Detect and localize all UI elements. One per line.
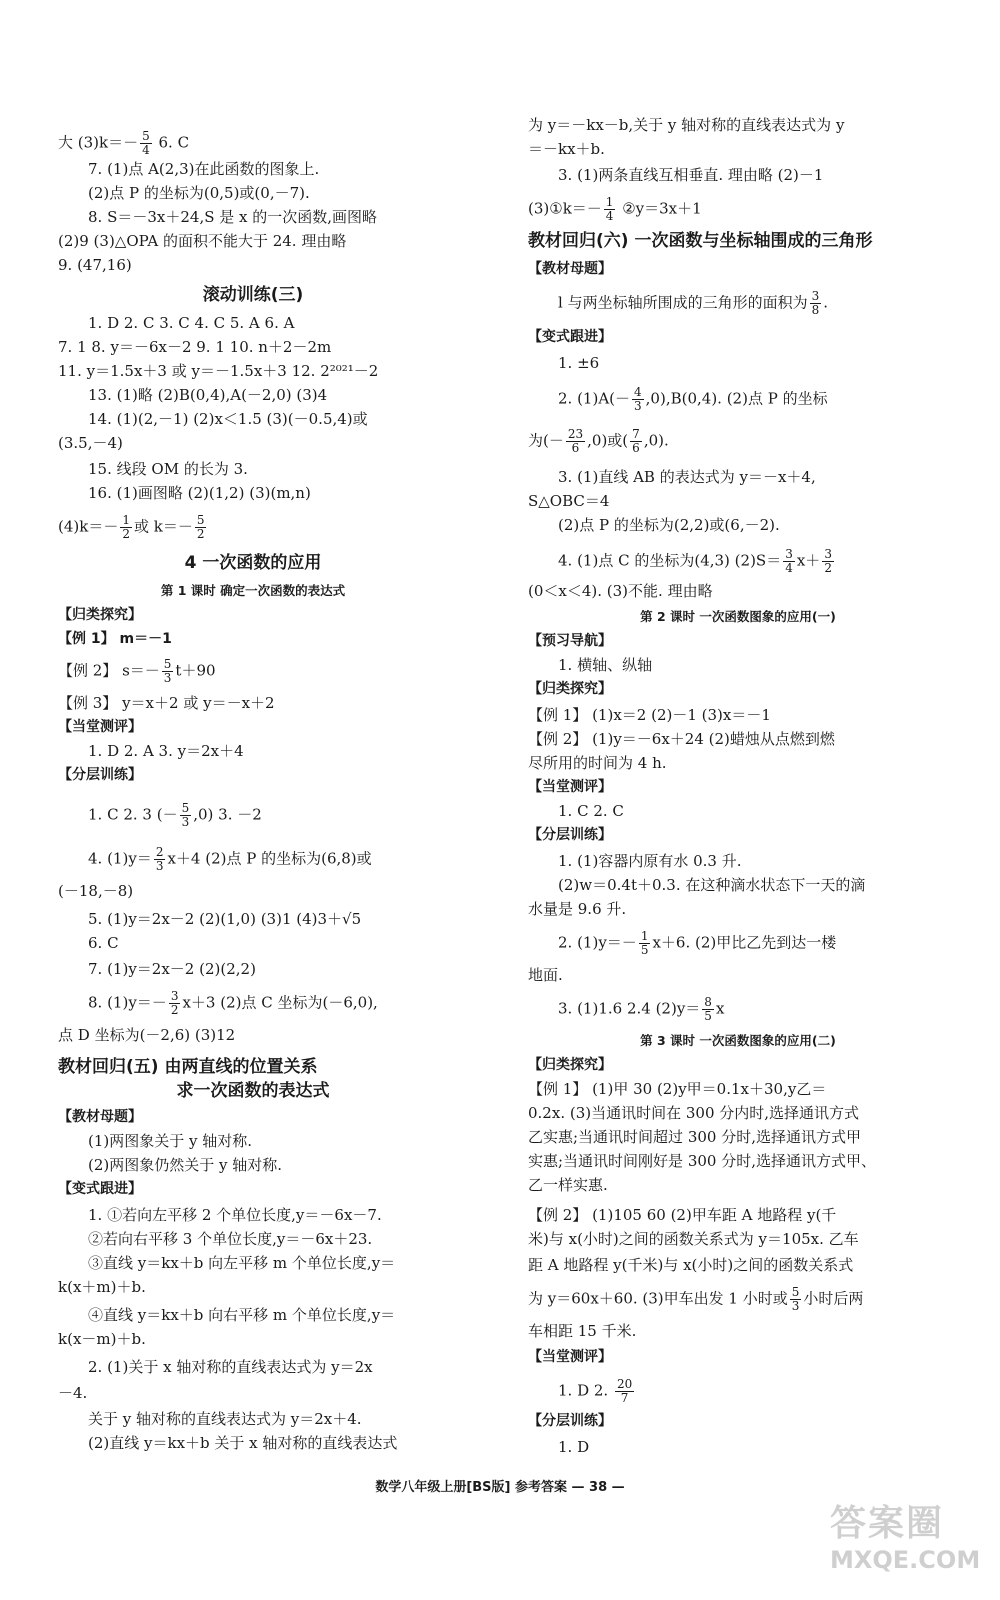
right-answer-line [528, 874, 865, 896]
right-answer-line [528, 824, 612, 846]
left-answer-line [58, 846, 372, 873]
left-answer-line [58, 360, 378, 382]
right-answer-line [528, 898, 626, 920]
line-text: 求一次函数的表达式 [176, 1081, 330, 1101]
fraction-denominator: 3 [791, 1299, 800, 1313]
right-answer-line [528, 490, 609, 512]
right-answer-line [528, 386, 828, 413]
line-text: x＋3 (2)点 C 坐标为(－6,0), [182, 993, 378, 1012]
fraction-numerator: 3 [785, 547, 793, 561]
line-text: 或 k＝－ [133, 517, 193, 536]
fraction [154, 846, 166, 873]
fraction [822, 548, 834, 575]
line-text: 14. (1)(2,－1) (2)x＜1.5 (3)(－0.5,4)或 [88, 410, 368, 428]
line-text: 乙一样实惠. [528, 1176, 608, 1194]
line-text: 1. 横轴、纵轴 [558, 656, 653, 674]
line-text: ＝－kx＋b. [528, 140, 605, 158]
right-answer-line [528, 996, 724, 1023]
right-answer-line [528, 290, 828, 317]
fraction-denominator: 5 [704, 1009, 712, 1023]
left-answer-line [58, 1252, 395, 1274]
left-answer-line [58, 1408, 362, 1430]
right-answer-line [528, 580, 713, 602]
right-answer-line [528, 1054, 612, 1076]
line-text: 7. (1)点 A(2,3)在此函数的图象上. [88, 160, 320, 178]
line-text: 小时后两 [803, 1289, 864, 1308]
fraction-numerator: 23 [567, 427, 584, 441]
fraction [783, 548, 795, 575]
left-answer-line [58, 1106, 142, 1128]
fraction-numerator: 1 [605, 195, 614, 209]
fraction-denominator: 3 [163, 671, 172, 685]
right-answer-line [528, 606, 948, 628]
fraction-denominator: 3 [181, 815, 190, 829]
right-answer-line [528, 800, 624, 822]
line-text: (4)k＝－ [58, 517, 119, 536]
fraction-numerator: 5 [163, 657, 172, 671]
right-answer-line [528, 752, 667, 774]
right-answer-line [528, 114, 844, 136]
line-text: 【例 3】 y＝x＋2 或 y＝－x＋2 [58, 694, 275, 712]
left-answer-line [58, 716, 142, 738]
line-text: 点 D 坐标为(－2,6) (3)12 [58, 1026, 236, 1044]
line-text: x＋ [796, 551, 821, 570]
line-text: 7. 1 8. y＝－6x－2 9. 1 10. n＋2－2m [58, 338, 332, 356]
line-text: ②y＝3x＋1 [617, 199, 702, 218]
fraction-numerator: 20 [616, 1377, 633, 1391]
line-text: 1. C 2. 3 (－ [88, 805, 178, 824]
line-text: 4. (1)y＝ [88, 849, 152, 868]
line-text: 【变式跟进】 [58, 1181, 142, 1197]
fraction-numerator: 5 [196, 513, 205, 527]
left-answer-line [58, 336, 331, 358]
fraction [632, 386, 644, 413]
line-text: (2)直线 y＝kx＋b 关于 x 轴对称的直线表达式 [88, 1434, 398, 1452]
line-text: (3)①k＝－ [528, 199, 602, 218]
fraction-numerator: 2 [155, 845, 164, 859]
line-text: k(x－m)＋b. [58, 1330, 146, 1348]
left-answer-line [58, 230, 346, 252]
line-text: t＋90 [175, 661, 216, 680]
left-answer-line [58, 158, 319, 180]
line-text: ,0)或( [587, 431, 629, 450]
fraction-numerator: 3 [811, 289, 820, 303]
line-text: 1. ±6 [558, 354, 600, 372]
right-answer-line [528, 1378, 636, 1405]
right-answer-line [528, 1078, 826, 1100]
fraction-numerator: 5 [142, 129, 150, 143]
line-text: 车相距 15 千米. [528, 1322, 637, 1340]
line-text: 7. (1)y＝2x－2 (2)(2,2) [88, 960, 256, 978]
fraction [162, 658, 174, 685]
right-answer-line [528, 1320, 636, 1342]
line-text: 【当堂测评】 [528, 1349, 612, 1365]
line-text: 5. (1)y＝2x－2 (2)(1,0) (3)1 (4)3＋√5 [88, 910, 362, 928]
line-text: 大 (3)k＝－ [58, 133, 139, 152]
line-text: 【归类探究】 [58, 607, 142, 623]
left-answer-line [58, 182, 310, 204]
left-answer-line [58, 1080, 448, 1102]
left-answer-line [58, 284, 448, 306]
right-answer-line [528, 258, 612, 280]
right-answer-line [528, 1204, 836, 1226]
fraction [630, 428, 642, 455]
line-text: k(x＋m)＋b. [58, 1278, 146, 1296]
left-answer-line [58, 1228, 372, 1250]
line-text: 2. (1)关于 x 轴对称的直线表达式为 y＝2x [88, 1358, 373, 1376]
right-answer-line [528, 230, 872, 252]
left-answer-line [58, 1024, 235, 1046]
line-text: 4. (1)点 C 的坐标为(4,3) (2)S＝ [558, 551, 782, 570]
fraction-denominator: 2 [122, 527, 130, 541]
fraction-denominator: 2 [170, 1003, 179, 1017]
left-answer-line [58, 908, 361, 930]
fraction-denominator: 4 [605, 209, 614, 223]
left-answer-line [58, 880, 133, 902]
left-answer-line [58, 658, 216, 685]
line-text: 【例 2】 (1)105 60 (2)甲车距 A 地路程 y(千 [528, 1206, 837, 1224]
line-text: 1. ①若向左平移 2 个单位长度,y＝－6x－7. [88, 1206, 382, 1224]
line-text: 1. D [558, 1438, 590, 1456]
line-text: 【例 1】 (1)甲 30 (2)y甲＝0.1x＋30,y乙＝ [528, 1080, 827, 1098]
fraction [195, 514, 207, 541]
line-text: 关于 y 轴对称的直线表达式为 y＝2x＋4. [88, 1410, 362, 1428]
right-answer-line [528, 1286, 863, 1313]
line-text: 尽所用的时间为 4 h. [528, 754, 667, 772]
right-answer-line [528, 964, 563, 986]
fraction [140, 130, 152, 157]
line-text: (2)两图象仍然关于 y 轴对称. [88, 1156, 283, 1174]
line-text: 8. S＝－3x＋24,S 是 x 的一次函数,画图略 [88, 208, 378, 226]
right-answer-line [528, 1102, 859, 1124]
line-text: (2)9 (3)△OPA 的面积不能大于 24. 理由略 [58, 232, 347, 250]
fraction [639, 930, 651, 957]
line-text: (0＜x＜4). (3)不能. 理由略 [528, 582, 713, 600]
left-answer-line [58, 384, 327, 406]
line-text: 教材回归(六) 一次函数与坐标轴围成的三角形 [528, 231, 873, 251]
right-answer-line [528, 1228, 859, 1250]
left-answer-line [58, 312, 294, 334]
line-text: x＋6. (2)甲比乙先到达一楼 [652, 933, 837, 952]
line-text: 1. D 2. A 3. y＝2x＋4 [88, 742, 244, 760]
fraction [810, 290, 822, 317]
left-answer-line [58, 1154, 282, 1176]
line-text: 1. D 2. [558, 1381, 613, 1400]
fraction-denominator: 3 [634, 399, 642, 413]
line-text: 3. (1)两条直线互相垂直. 理由略 (2)－1 [558, 166, 824, 184]
right-answer-line [528, 466, 816, 488]
line-text: 【归类探究】 [528, 681, 612, 697]
watermark-logo [830, 1495, 980, 1585]
left-answer-line [58, 628, 172, 650]
line-text: 为 y＝－kx－b,关于 y 轴对称的直线表达式为 y [528, 116, 845, 134]
right-answer-line [528, 428, 669, 455]
watermark-domain: MXQE.COM [830, 1546, 981, 1574]
line-text: 13. (1)略 (2)B(0,4),A(－2,0) (3)4 [88, 386, 328, 404]
line-text: 16. (1)画图略 (2)(1,2) (3)(m,n) [88, 484, 311, 502]
left-answer-line [58, 408, 368, 430]
page-footer: 数学八年级上册[BS版] 参考答案 — 38 — [375, 1480, 625, 1495]
left-answer-line [58, 1328, 146, 1350]
line-text: 【预习导航】 [528, 633, 612, 649]
line-text: 2. (1)A(－ [558, 389, 631, 408]
line-text: 【当堂测评】 [528, 779, 612, 795]
fraction-denominator: 3 [155, 859, 164, 873]
line-text: 乙实惠;当通讯时间超过 300 分时,选择通讯方式甲 [528, 1128, 861, 1146]
line-text: ,0). [643, 431, 669, 450]
line-text: 为(－ [528, 431, 564, 450]
left-answer-line [58, 206, 377, 228]
line-text: (3.5,－4) [58, 434, 123, 452]
right-answer-line [528, 1410, 612, 1432]
fraction-denominator: 4 [785, 561, 793, 575]
line-text: 滚动训练(三) [202, 285, 304, 305]
line-text: 【例 2】 s＝－ [58, 661, 160, 680]
line-text: ,0) 3. －2 [193, 805, 262, 824]
fraction-numerator: 5 [181, 801, 190, 815]
line-text: 【分层训练】 [58, 767, 142, 783]
line-text: (2)w＝0.4t＋0.3. 在这种滴水状态下一天的滴 [558, 876, 866, 894]
fraction [604, 196, 616, 223]
watermark-text: 答案圈 [830, 1503, 945, 1544]
line-text: 水量是 9.6 升. [528, 900, 627, 918]
fraction-denominator: 6 [571, 441, 580, 455]
line-text: 【例 2】 (1)y＝－6x＋24 (2)蜡烛从点燃到燃 [528, 730, 835, 748]
fraction-denominator: 2 [196, 527, 205, 541]
line-text: 实惠;当通讯时间刚好是 300 分时,选择通讯方式甲、 [528, 1152, 876, 1170]
right-answer-line [528, 196, 702, 223]
right-answer-line [528, 930, 836, 957]
fraction-numerator: 4 [634, 385, 642, 399]
left-answer-line [58, 740, 244, 762]
right-answer-line [528, 776, 612, 798]
left-answer-line [58, 990, 378, 1017]
left-answer-line [58, 130, 189, 157]
right-answer-line [528, 850, 742, 872]
right-answer-line [528, 138, 605, 160]
left-answer-line [58, 692, 275, 714]
line-text: 教材回归(五) 由两直线的位置关系 [58, 1057, 318, 1077]
left-answer-line [58, 254, 132, 276]
right-answer-line [528, 1126, 861, 1148]
left-answer-line [58, 1130, 252, 1152]
line-text: (1)两图象关于 y 轴对称. [88, 1132, 253, 1150]
right-answer-line [528, 1150, 876, 1172]
right-answer-line [528, 1030, 948, 1052]
right-answer-line [528, 1436, 589, 1458]
left-answer-line [58, 1382, 87, 1404]
right-answer-line [528, 326, 612, 348]
fraction [790, 1286, 802, 1313]
fraction-denominator: 2 [824, 561, 832, 575]
line-text: 6. C [88, 934, 119, 952]
right-answer-line [528, 704, 771, 726]
left-answer-line [58, 580, 448, 602]
line-text: 8. (1)y＝－ [88, 993, 167, 1012]
left-answer-line [58, 802, 262, 829]
right-answer-line [528, 654, 652, 676]
fraction-denominator: 5 [640, 943, 649, 957]
left-answer-line [58, 958, 256, 980]
fraction [180, 802, 192, 829]
left-answer-line [58, 458, 248, 480]
line-text: 【归类探究】 [528, 1057, 612, 1073]
line-text: 3. (1)1.6 2.4 (2)y＝ [558, 999, 701, 1018]
fraction-numerator: 7 [632, 427, 640, 441]
line-text: 为 y＝60x＋60. (3)甲车出发 1 小时或 [528, 1289, 788, 1308]
left-answer-line [58, 514, 208, 541]
fraction-numerator: 3 [170, 989, 179, 1003]
line-text: 0.2x. (3)当通讯时间在 300 分内时,选择通讯方式 [528, 1104, 860, 1122]
left-answer-line [58, 1204, 382, 1226]
line-text: S△OBC＝4 [528, 492, 610, 510]
line-text: ②若向右平移 3 个单位长度,y＝－6x＋23. [88, 1230, 373, 1248]
fraction-denominator: 4 [142, 143, 150, 157]
fraction [702, 996, 714, 1023]
line-text: l 与两坐标轴所围成的三角形的面积为 [558, 293, 808, 312]
left-answer-line [58, 1178, 142, 1200]
left-answer-line [58, 932, 119, 954]
left-answer-line [58, 552, 448, 574]
line-text: (－18,－8) [58, 882, 134, 900]
line-text: x [715, 999, 725, 1018]
line-text: x＋4 (2)点 P 的坐标为(6,8)或 [167, 849, 372, 868]
line-text: . [823, 293, 828, 312]
line-text: 6. C [153, 133, 190, 152]
line-text: 第 2 课时 一次函数图象的应用(一) [640, 609, 836, 624]
right-answer-line [528, 1254, 853, 1276]
right-answer-line [528, 164, 823, 186]
line-text: ,0),B(0,4). (2)点 P 的坐标 [645, 389, 828, 408]
line-text: 【例 1】 m＝－1 [58, 631, 172, 647]
right-answer-line [528, 728, 835, 750]
line-text: 【分层训练】 [528, 1413, 612, 1429]
left-answer-line [58, 1304, 395, 1326]
fraction [169, 990, 181, 1017]
line-text: (2)点 P 的坐标为(0,5)或(0,－7). [88, 184, 310, 202]
left-answer-line [58, 1356, 373, 1378]
fraction-denominator: 7 [620, 1391, 629, 1405]
line-text: 【分层训练】 [528, 827, 612, 843]
line-text: 地面. [528, 966, 563, 984]
left-answer-line [58, 1276, 146, 1298]
fraction-denominator: 6 [632, 441, 640, 455]
left-answer-line [58, 764, 142, 786]
line-text: 3. (1)直线 AB 的表达式为 y＝－x＋4, [558, 468, 816, 486]
fraction-numerator: 8 [704, 995, 712, 1009]
fraction [615, 1378, 634, 1405]
left-answer-line [58, 604, 142, 626]
line-text: 11. y＝1.5x＋3 或 y＝－1.5x＋3 12. 2²⁰²¹－2 [58, 362, 379, 380]
right-answer-line [528, 514, 780, 536]
right-answer-line [528, 678, 612, 700]
line-text: 第 1 课时 确定一次函数的表达式 [160, 583, 346, 598]
line-text: 【当堂测评】 [58, 719, 142, 735]
right-answer-line [528, 1346, 612, 1368]
line-text: 2. (1)y＝－ [558, 933, 637, 952]
line-text: 1. D 2. C 3. C 4. C 5. A 6. A [88, 314, 295, 332]
line-text: －4. [58, 1384, 88, 1402]
left-answer-line [58, 1056, 317, 1078]
line-text: 米)与 x(小时)之间的函数关系式为 y＝105x. 乙车 [528, 1230, 859, 1248]
right-answer-line [528, 352, 599, 374]
line-text: 4 一次函数的应用 [184, 553, 322, 573]
line-text: 1. C 2. C [558, 802, 624, 820]
right-answer-line [528, 548, 836, 575]
line-text: 【例 1】 (1)x＝2 (2)－1 (3)x＝－1 [528, 706, 771, 724]
line-text: 距 A 地路程 y(千米)与 x(小时)之间的函数关系式 [528, 1256, 854, 1274]
line-text: 15. 线段 OM 的长为 3. [88, 460, 248, 478]
fraction-numerator: 1 [122, 513, 130, 527]
line-text: 【变式跟进】 [528, 329, 612, 345]
fraction [566, 428, 585, 455]
fraction-numerator: 1 [640, 929, 649, 943]
line-text: ④直线 y＝kx＋b 向右平移 m 个单位长度,y＝ [88, 1306, 396, 1324]
line-text: ③直线 y＝kx＋b 向左平移 m 个单位长度,y＝ [88, 1254, 396, 1272]
right-answer-line [528, 1174, 608, 1196]
line-text: 【教材母题】 [528, 261, 612, 277]
right-answer-line [528, 630, 612, 652]
left-answer-line [58, 482, 311, 504]
line-text: 9. (47,16) [58, 256, 132, 274]
left-answer-line [58, 1432, 397, 1454]
fraction-denominator: 8 [811, 303, 820, 317]
line-text: 【教材母题】 [58, 1109, 142, 1125]
fraction-numerator: 3 [824, 547, 832, 561]
fraction-numerator: 5 [791, 1285, 800, 1299]
line-text: 1. (1)容器内原有水 0.3 升. [558, 852, 742, 870]
line-text: (2)点 P 的坐标为(2,2)或(6,－2). [558, 516, 780, 534]
line-text: 第 3 课时 一次函数图象的应用(二) [640, 1033, 836, 1048]
fraction [120, 514, 132, 541]
left-answer-line [58, 432, 123, 454]
